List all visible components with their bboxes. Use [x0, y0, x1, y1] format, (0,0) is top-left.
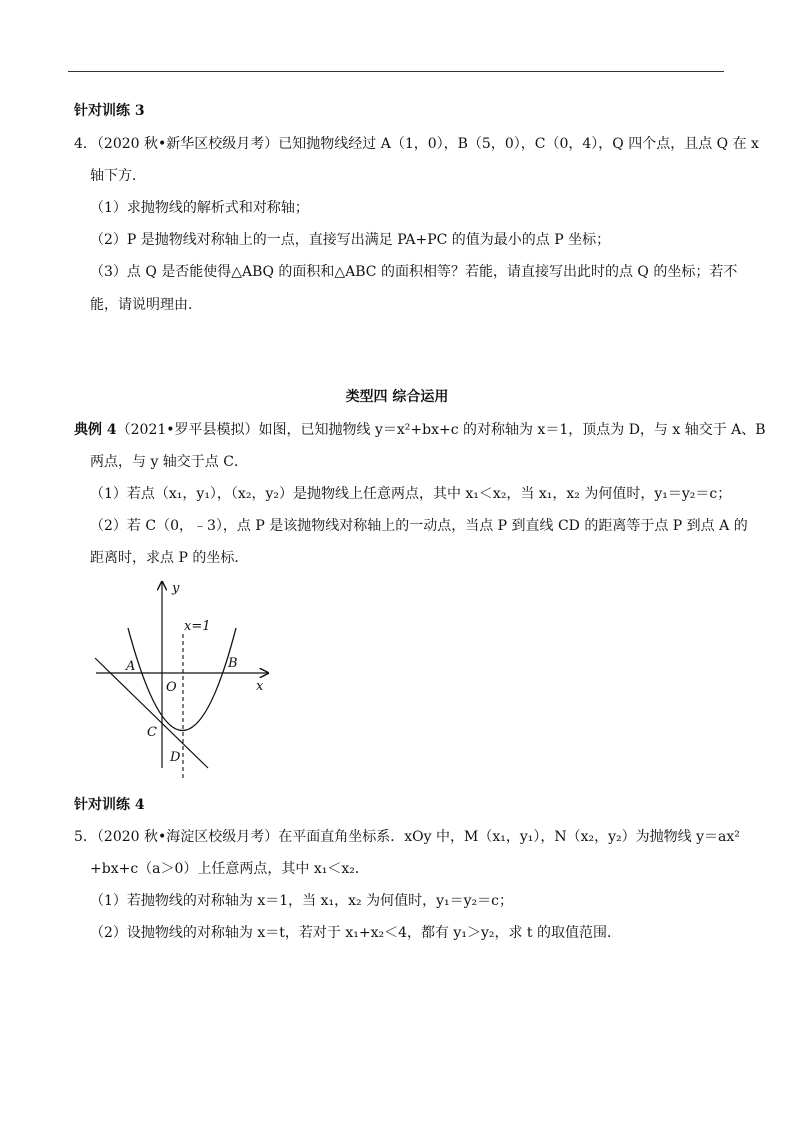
label-a: A	[126, 659, 136, 674]
q4-number: 4．	[74, 136, 97, 152]
example4-intro-line2: 两点，与 y 轴交于点 C．	[90, 454, 248, 470]
q5-part2: （2）设抛物线的对称轴为 x＝t，若对于 x₁+x₂＜4，都有 y₁＞y₂，求 t 的取值范围．	[90, 925, 622, 941]
example4-part2-line2: 距离时，求点 P 的坐标．	[90, 550, 249, 566]
label-symmetry: x=1	[184, 619, 211, 634]
q5-intro-line1: 5．（2020 秋•海淀区校级月考）在平面直角坐标系．xOy 中，M（x₁，y₁），N（x₂，y₂）为抛物线 y＝ax²	[74, 829, 740, 845]
example4-intro-line1: 典例 4（2021•罗平县模拟）如图，已知抛物线 y＝x²+bx+c 的对称轴为 x＝1，顶点为 D，与 x 轴交于 A、B	[74, 422, 766, 438]
line-cd	[95, 658, 208, 768]
practice3-heading: 针对训练 3	[74, 103, 145, 119]
practice4-heading: 针对训练 4	[74, 797, 145, 813]
section-title: 类型四 综合运用	[345, 389, 449, 405]
q4-part2: （2）P 是抛物线对称轴上的一点，直接写出满足 PA+PC 的值为最小的点 P 坐标；	[90, 232, 611, 248]
example4-part2-line1: （2）若 C（0，﹣3），点 P 是该抛物线对称轴上的一动点，当点 P 到直线 CD 的距离等于点 P 到点 A 的	[90, 518, 748, 534]
label-d: D	[170, 750, 181, 765]
q4-intro-line2: 轴下方．	[90, 168, 146, 184]
q5-intro-line2: +bx+c（a＞0）上任意两点，其中 x₁＜x₂．	[90, 861, 369, 877]
label-y: y	[172, 581, 180, 596]
label-x: x	[256, 679, 264, 694]
q4-part1: （1）求抛物线的解析式和对称轴；	[90, 200, 309, 216]
example4-label: 典例 4	[74, 422, 117, 438]
header-rule	[68, 71, 724, 72]
parabola-figure	[90, 578, 280, 788]
label-o: O	[166, 680, 177, 695]
label-c: C	[147, 725, 157, 740]
q4-part3-line1: （3）点 Q 是否能使得△ABQ 的面积和△ABC 的面积相等？若能，请直接写出此时的点 Q 的坐标；若不	[90, 264, 738, 280]
q4-intro-line1: 4．（2020 秋•新华区校级月考）已知抛物线经过 A（1，0），B（5，0），C（0，4），Q 四个点，且点 Q 在 x	[74, 136, 759, 152]
example4-part1: （1）若点（x₁，y₁），（x₂，y₂）是抛物线上任意两点，其中 x₁＜x₂，当 x₁，x₂ 为何值时，y₁＝y₂＝c；	[90, 486, 732, 502]
q4-part3-line2: 能，请说明理由．	[90, 297, 202, 313]
q5-number: 5．	[74, 829, 97, 845]
label-b: B	[228, 656, 238, 671]
q5-part1: （1）若抛物线的对称轴为 x＝1，当 x₁，x₂ 为何值时，y₁＝y₂＝c；	[90, 893, 513, 909]
parabola-curve	[128, 628, 236, 731]
